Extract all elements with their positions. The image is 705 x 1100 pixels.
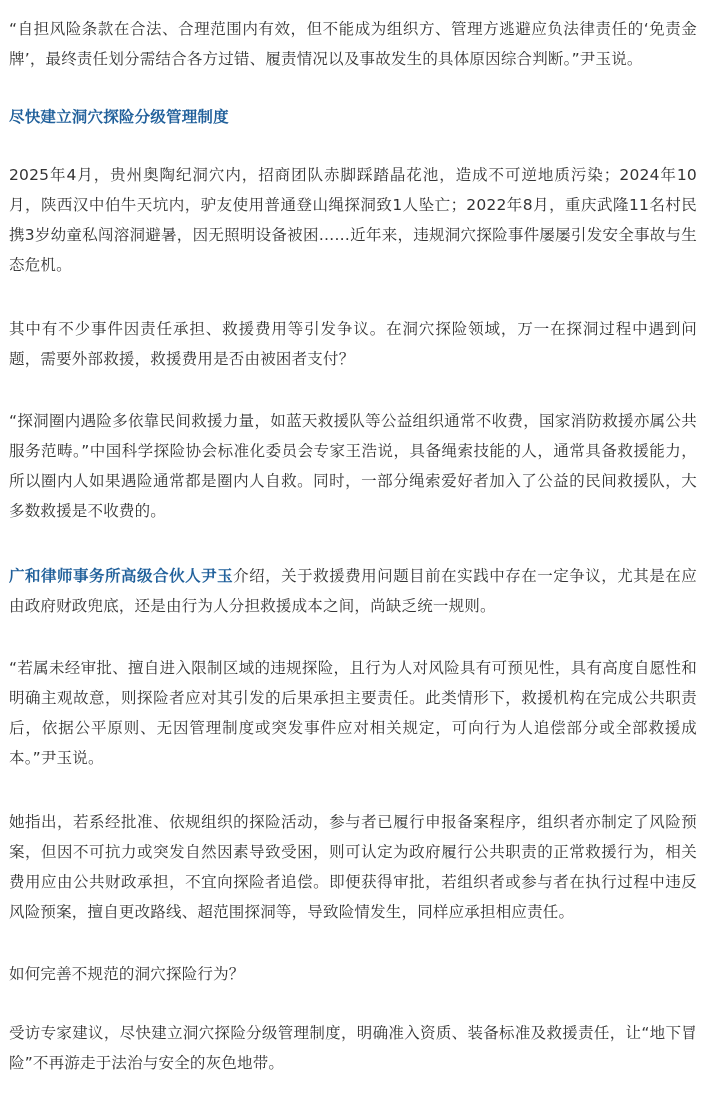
lawyer-name-highlight: 广和律师事务所高级合伙人尹玉: [9, 567, 234, 585]
paragraph-question: 如何完善不规范的洞穴探险行为？: [9, 965, 245, 983]
paragraph-expert-wang-text: “探洞圈内遇险多依靠民间救援力量，如蓝天救援队等公益组织通常不收费，国家消防救援亦属公共服务范畴。”中国科学探险协会标准化委员会专家王浩说，具备绳索技能的人，通常具备救援能力，所以圈内人如果遇险通常都是圈内人自救。同时，一部分绳索爱好者加入了公益的民间救援队，大多数救援是不收费的。: [9, 412, 697, 520]
paragraph-recommendation: 受访专家建议，尽快建立洞穴探险分级管理制度，明确准入资质、装备标准及救援责任，让“地下冒险”不再游走于法治与安全的灰色地带。: [9, 1024, 697, 1072]
paragraph-quote-liability: “自担风险条款在合法、合理范围内有效，但不能成为组织方、管理方逃避应负法律责任的‘免责金牌’，最终责任划分需结合各方过错、履责情况以及事故发生的具体原因综合判断。”尹玉说。: [9, 20, 697, 68]
paragraph-lawyer-intro: [9, 561, 697, 621]
lawyer-intro-text: 介绍，关于救援费用问题目前在实践中存在一定争议，尤其是在应由政府财政兜底，还是由行为人分担救援成本之间，尚缺乏统一规则。: [9, 567, 697, 615]
paragraph-rescue-question: 其中有不少事件因责任承担、救援费用等引发争议。在洞穴探险领域，万一在探洞过程中遇到问题，需要外部救援，救援费用是否由被困者支付？: [9, 320, 697, 368]
paragraph-expert-wang: [9, 406, 697, 526]
paragraph-violation-liability: “若属未经审批、擅自进入限制区域的违规探险，且行为人对风险具有可预见性，具有高度自愿性和明确主观故意，则探险者应对其引发的后果承担主要责任。此类情形下，救援机构在完成公共职责后，依据公平原则、无因管理制度或突发事件应对相关规定，可向行为人追偿部分或全部救援成本。”尹玉说。: [9, 659, 697, 767]
paragraph-incidents: 2025年4月，贵州奥陶纪洞穴内，招商团队赤脚踩踏晶花池，造成不可逆地质污染；2024年10月，陕西汉中伯牛天坑内，驴友使用普通登山绳探洞致1人坠亡；2022年8月，重庆武隆11名村民携3岁幼童私闯溶洞避暑，因无照明设备被困……近年来，违规洞穴探险事件屡屡引发安全事故与生态危机。: [9, 166, 697, 274]
paragraph-approved-activities: 她指出，若系经批准、依规组织的探险活动，参与者已履行申报备案程序，组织者亦制定了风险预案，但因不可抗力或突发自然因素导致受困，则可认定为政府履行公共职责的正常救援行为，相关费用应由公共财政承担，不宜向探险者追偿。即便获得审批，若组织者或参与者在执行过程中违反风险预案，擅自更改路线、超范围探洞等，导致险情发生，同样应承担相应责任。: [9, 813, 697, 921]
section-heading: 尽快建立洞穴探险分级管理制度: [9, 108, 229, 126]
